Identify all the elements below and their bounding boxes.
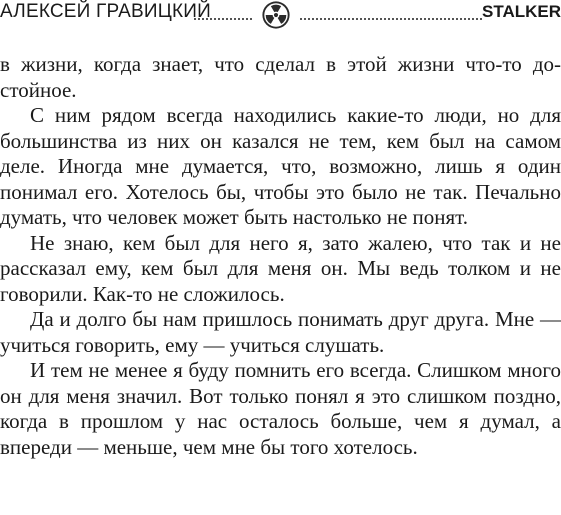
paragraph: И тем не менее я буду помнить его всегда. Слишком много он для меня значил. Вот только понял я это слишком поздно, когда в прошлом у нас осталось больше, чем я думал, а впереди — меньше, чем мне бы того хотелось. — [0, 358, 561, 459]
radiation-hazard-icon — [257, 0, 295, 30]
series-name: STALKER — [481, 2, 561, 21]
paragraph: С ним рядом всегда находились какие-то люди, но для большинства из них он казался не тем, кем был на самом деле. Иногда мне думается, что, возможно, лишь я один понимал его. Хотелось бы, чтобы это было не так. Печально думать, что человек может быть настолько не понят. — [0, 103, 561, 229]
paragraph: Да и долго бы нам пришлось понимать друг друга. Мне — учиться говорить, ему — учиться слушать. — [0, 307, 561, 357]
author-name: АЛЕКСЕЙ ГРАВИЦКИЙ — [0, 1, 211, 22]
header-dotted-rule-left — [194, 18, 252, 20]
paragraph: в жизни, когда знает, что сделал в этой жизни что-то достойное. — [0, 52, 561, 102]
page-body-text — [0, 52, 561, 460]
paragraph: Не знаю, кем был для него я, зато жалею, что так и не рассказал ему, кем был для меня он. Мы ведь толком и не говорили. Как-то не сложилось. — [0, 230, 561, 306]
header-dotted-rule-right — [300, 18, 482, 20]
running-header — [0, 0, 561, 28]
